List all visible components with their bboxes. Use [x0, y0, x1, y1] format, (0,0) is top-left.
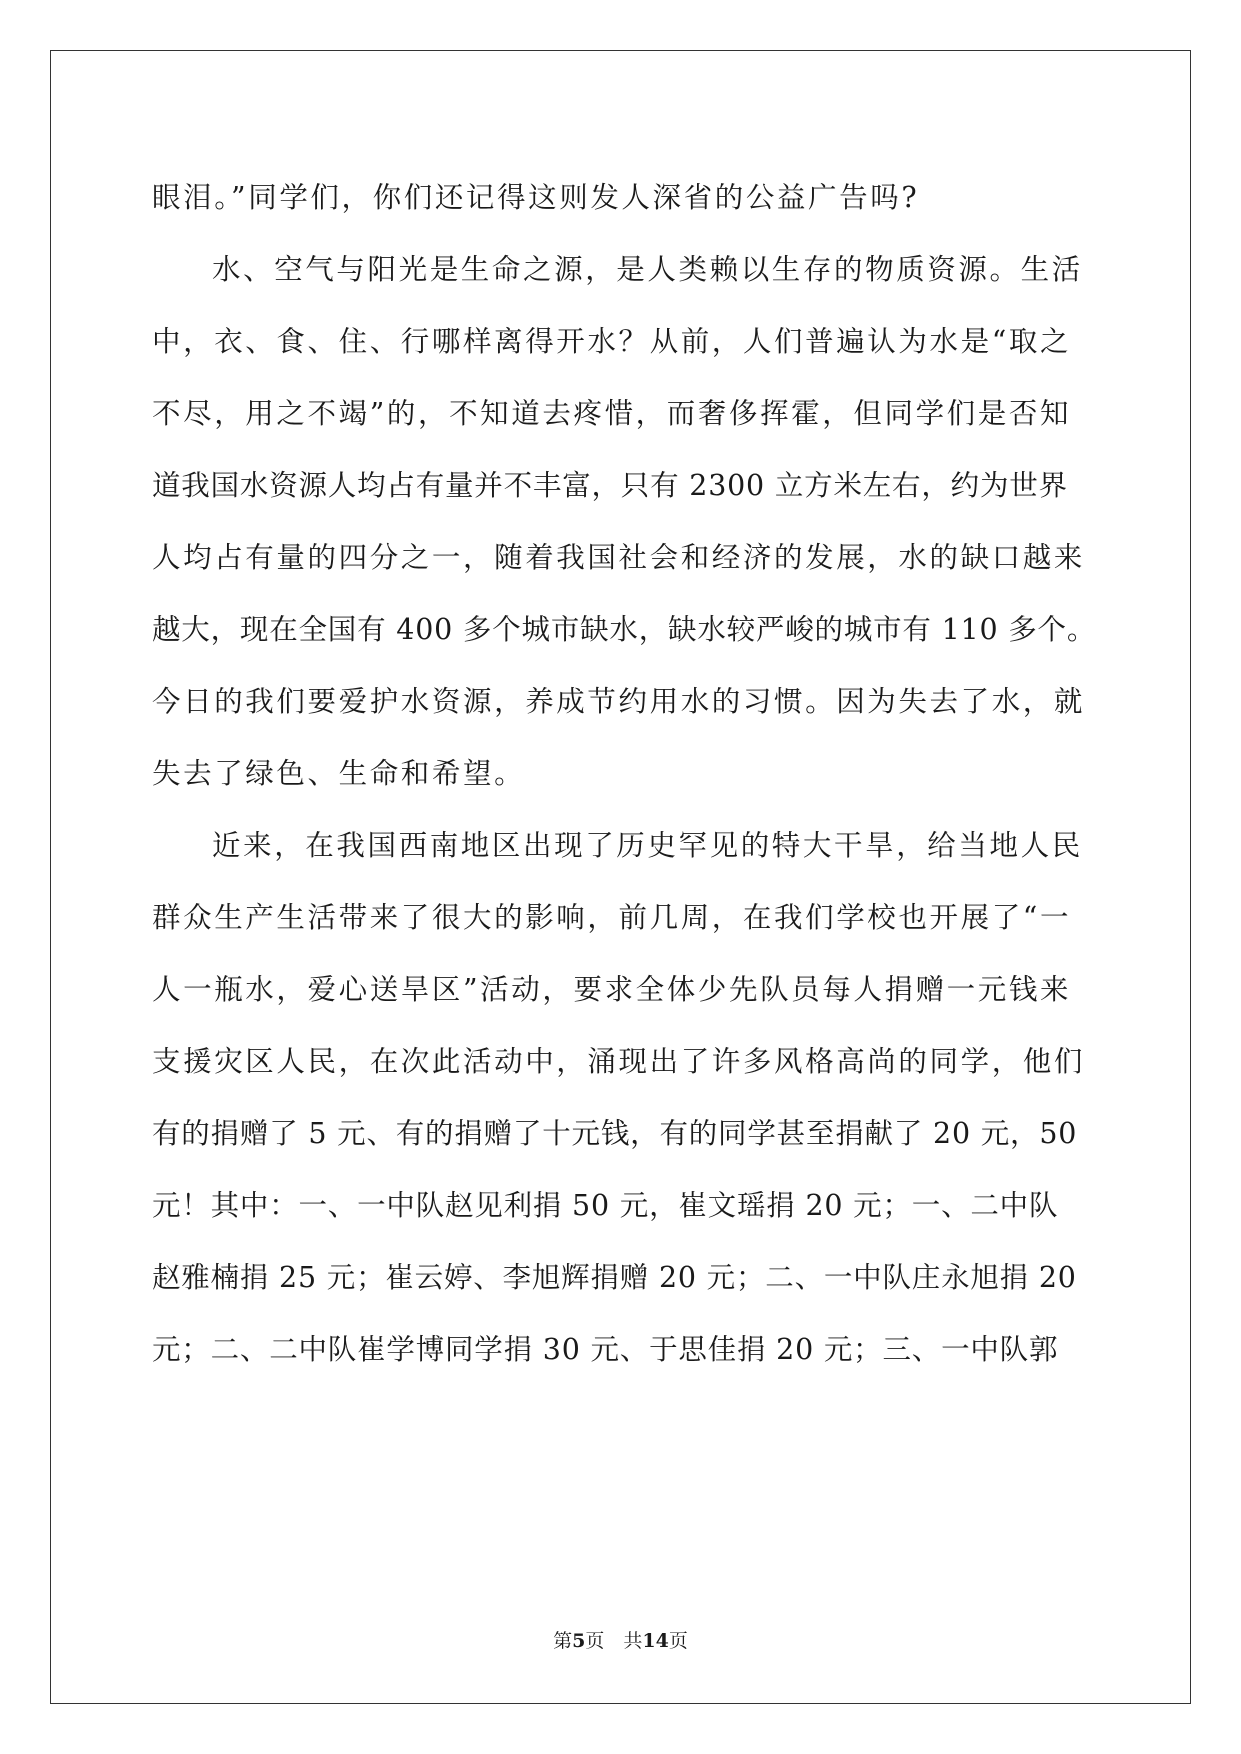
text-line: 今日的我们要爱护水资源，养成节约用水的习惯。因为失去了水，就 [152, 685, 1086, 718]
text-line: 失去了绿色、生命和希望。 [152, 757, 526, 790]
current-page-number: 5 [572, 1630, 586, 1652]
footer-prefix: 第 [553, 1630, 573, 1652]
text-line: 中，衣、食、住、行哪样离得开水？从前，人们普遍认为水是“取之 [152, 325, 1072, 358]
text-line: 元！其中：一、一中队赵见利捐 50 元，崔文瑶捐 20 元；一、二中队 [152, 1189, 1059, 1222]
text-line: 道我国水资源人均占有量并不丰富，只有 2300 立方米左右，约为世界 [152, 469, 1068, 502]
text-line: 赵雅楠捐 25 元；崔云婷、李旭辉捐赠 20 元；二、一中队庄永旭捐 20 [152, 1261, 1077, 1294]
text-line: 眼泪。”同学们，你们还记得这则发人深省的公益广告吗? [152, 181, 920, 214]
text-line: 有的捐赠了 5 元、有的捐赠了十元钱，有的同学甚至捐献了 20 元，50 [152, 1117, 1078, 1150]
paragraph-start-line: 近来，在我国西南地区出现了历史罕见的特大干旱，给当地人民 [212, 829, 1083, 862]
text-line: 人一瓶水，爱心送旱区”活动，要求全体少先队员每人捐赠一元钱来 [152, 973, 1072, 1006]
text-line: 不尽，用之不竭”的，不知道去疼惜，而奢侈挥霍，但同学们是否知 [152, 397, 1072, 430]
footer-suffix: 页 [668, 1630, 688, 1652]
text-line: 人均占有量的四分之一，随着我国社会和经济的发展，水的缺口越来 [152, 541, 1086, 574]
total-page-count: 14 [642, 1630, 669, 1652]
footer-middle: 页 共 [585, 1630, 643, 1652]
text-line: 群众生产生活带来了很大的影响，前几周，在我们学校也开展了“一 [152, 901, 1072, 934]
text-line: 元；二、二中队崔学博同学捐 30 元、于思佳捐 20 元；三、一中队郭 [152, 1333, 1059, 1366]
text-line: 越大，现在全国有 400 多个城市缺水，缺水较严峻的城市有 110 多个。 [152, 613, 1097, 646]
paragraph-start-line: 水、空气与阳光是生命之源，是人类赖以生存的物质资源。生活 [212, 253, 1083, 286]
text-line: 支援灾区人民，在次此活动中，涌现出了许多风格高尚的同学，他们 [152, 1045, 1086, 1078]
page-number-footer [0, 1626, 1241, 1653]
document-body [152, 162, 1097, 1386]
